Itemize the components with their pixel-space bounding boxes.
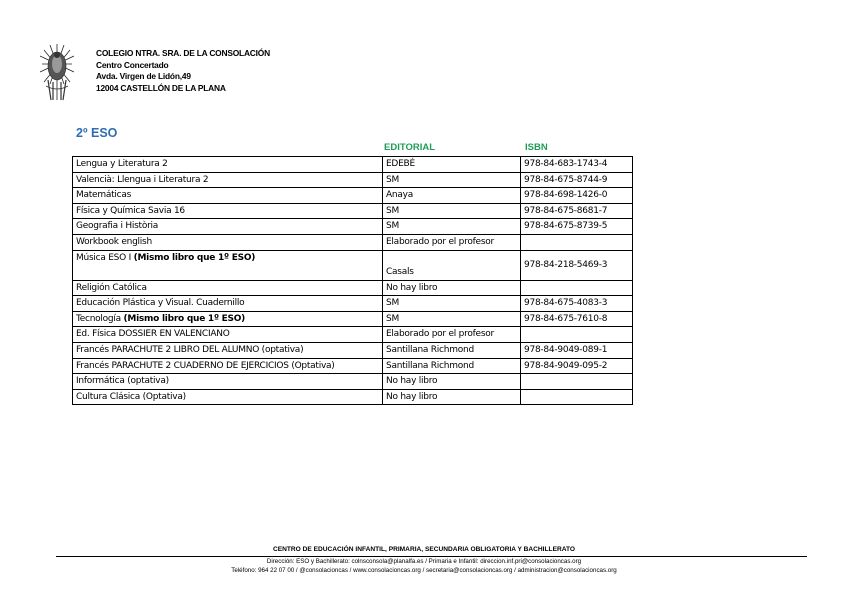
subject-note: (Mismo libro que 1º ESO) bbox=[133, 252, 256, 263]
isbn-cell bbox=[521, 234, 633, 250]
subject-name: Workbook english bbox=[76, 236, 152, 247]
table-row bbox=[73, 342, 633, 358]
subject-cell bbox=[73, 342, 383, 358]
footer-contact-line: Teléfono: 964 22 07 00 / @consolacioncas / www.consolacioncas.org / secretaria@consolacioncas.org / administracion@consolacioncas.org bbox=[231, 567, 617, 574]
editorial-cell: Santillana Richmond bbox=[383, 342, 521, 358]
subject-name: Religión Católica bbox=[76, 282, 147, 293]
isbn-cell: 978-84-9049-095-2 bbox=[521, 358, 633, 374]
subject-name: Tecnología bbox=[76, 313, 124, 324]
table-row bbox=[73, 157, 633, 173]
subject-cell bbox=[73, 389, 383, 405]
subject-cell bbox=[73, 358, 383, 374]
subject-cell bbox=[73, 280, 383, 296]
footer-divider bbox=[56, 556, 807, 557]
subject-cell bbox=[73, 203, 383, 219]
table-row bbox=[73, 389, 633, 405]
school-address: Avda. Virgen de Lidón,49 bbox=[96, 71, 191, 81]
subject-cell bbox=[73, 250, 383, 280]
isbn-cell: 978-84-675-4083-3 bbox=[521, 296, 633, 312]
editorial-cell: Elaborado por el profesor bbox=[383, 234, 521, 250]
subject-name: Francés PARACHUTE 2 CUADERNO DE EJERCICIOS (Optativa) bbox=[76, 360, 335, 371]
subject-name: Valencià: Llengua i Literatura 2 bbox=[76, 174, 209, 185]
subject-name: Matemáticas bbox=[76, 190, 132, 201]
table-row bbox=[73, 311, 633, 327]
editorial-cell: No hay libro bbox=[383, 389, 521, 405]
isbn-cell: 978-84-698-1426-0 bbox=[521, 188, 633, 204]
subject-cell bbox=[73, 157, 383, 173]
subject-cell bbox=[73, 188, 383, 204]
subject-name: Geografia i Història bbox=[76, 221, 159, 232]
subject-name: Música ESO I bbox=[76, 252, 134, 263]
editorial-cell: No hay libro bbox=[383, 280, 521, 296]
editorial-cell: SM bbox=[383, 172, 521, 188]
table-row bbox=[73, 219, 633, 235]
isbn-cell bbox=[521, 280, 633, 296]
editorial-cell: Anaya bbox=[383, 188, 521, 204]
school-type: Centro Concertado bbox=[96, 59, 169, 70]
section-title: 2º ESO bbox=[76, 126, 118, 140]
isbn-cell: 978-84-9049-089-1 bbox=[521, 342, 633, 358]
subject-cell bbox=[73, 219, 383, 235]
subject-note: (Mismo libro que 1º ESO) bbox=[123, 313, 246, 324]
editorial-cell: SM bbox=[383, 219, 521, 235]
subject-name: Física y Química Savia 16 bbox=[76, 205, 185, 216]
footer-centre-line: CENTRO DE EDUCACIÓN INFANTIL, PRIMARIA, SECUNDARIA OBLIGATORIA Y BACHILLERATO bbox=[272, 546, 576, 553]
editorial-cell: Santillana Richmond bbox=[383, 358, 521, 374]
school-crest-logo bbox=[38, 42, 76, 102]
subject-name: Informática (optativa) bbox=[76, 376, 169, 387]
table-row bbox=[73, 172, 633, 188]
editorial-cell: Casals bbox=[383, 250, 521, 280]
isbn-cell bbox=[521, 327, 633, 343]
editorial-cell: EDEBÉ bbox=[383, 157, 521, 173]
subject-cell bbox=[73, 234, 383, 250]
subject-cell bbox=[73, 172, 383, 188]
school-name: COLEGIO NTRA. SRA. DE LA CONSOLACIÓN bbox=[96, 48, 270, 58]
isbn-column-header: ISBN bbox=[525, 142, 548, 153]
editorial-cell: SM bbox=[383, 311, 521, 327]
table-row bbox=[73, 327, 633, 343]
subject-name: Educación Plástica y Visual. Cuadernillo bbox=[76, 298, 245, 309]
subject-name: Francés PARACHUTE 2 LIBRO DEL ALUMNO (optativa) bbox=[76, 344, 304, 355]
editorial-cell: No hay libro bbox=[383, 374, 521, 390]
editorial-cell: SM bbox=[383, 203, 521, 219]
school-city: 12004 CASTELLÓN DE LA PLANA bbox=[96, 82, 226, 93]
isbn-cell: 978-84-675-8739-5 bbox=[521, 219, 633, 235]
subject-name: Lengua y Literatura 2 bbox=[76, 159, 168, 169]
isbn-cell: 978-84-675-8744-9 bbox=[521, 172, 633, 188]
isbn-cell: 978-84-675-7610-8 bbox=[521, 311, 633, 327]
editorial-cell: SM bbox=[383, 296, 521, 312]
table-row bbox=[73, 203, 633, 219]
isbn-cell: 978-84-675-8681-7 bbox=[521, 203, 633, 219]
subject-name: Ed. Física DOSSIER EN VALENCIANO bbox=[76, 329, 230, 340]
editorial-cell: Elaborado por el profesor bbox=[383, 327, 521, 343]
table-row bbox=[73, 234, 633, 250]
subject-name: Cultura Clásica (Optativa) bbox=[76, 391, 186, 402]
subject-cell bbox=[73, 374, 383, 390]
textbook-table bbox=[72, 156, 633, 405]
subject-cell bbox=[73, 296, 383, 312]
table-row bbox=[73, 296, 633, 312]
subject-cell bbox=[73, 311, 383, 327]
table-row bbox=[73, 250, 633, 280]
editorial-column-header: EDITORIAL bbox=[384, 142, 436, 153]
table-row bbox=[73, 358, 633, 374]
isbn-cell bbox=[521, 389, 633, 405]
table-row bbox=[73, 280, 633, 296]
isbn-cell bbox=[521, 374, 633, 390]
table-row bbox=[73, 374, 633, 390]
isbn-cell: 978-84-683-1743-4 bbox=[521, 157, 633, 173]
subject-cell bbox=[73, 327, 383, 343]
school-header bbox=[96, 48, 270, 94]
isbn-cell: 978-84-218-5469-3 bbox=[521, 250, 633, 280]
footer-email-line: Dirección: ESO y Bachillerato: colnsconsola@planalfa.es / Primaria e Infantil: direccion.inf.pri@consolacioncas.org bbox=[266, 558, 582, 565]
table-row bbox=[73, 188, 633, 204]
